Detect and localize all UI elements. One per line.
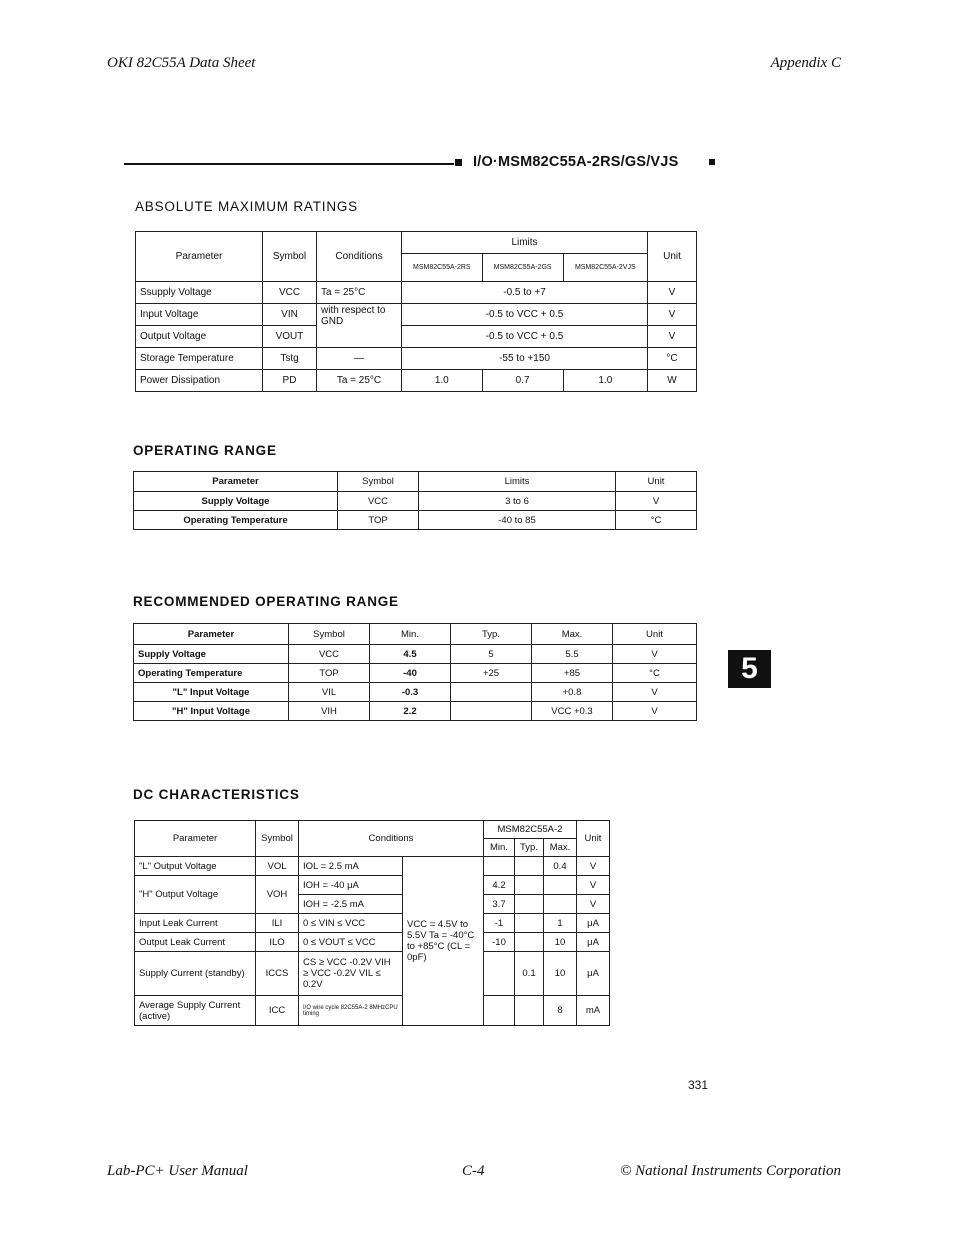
rec-param: Supply Voltage [134,645,289,664]
dc-max: 10 [544,952,577,996]
dc-typ [515,895,544,914]
dc-typ [515,933,544,952]
op-unit: °C [616,511,697,530]
amr-cond: with respect to GND [317,304,402,348]
rec-symbol: VIH [289,702,370,721]
rec-symbol: VIL [289,683,370,702]
rec-h-param: Parameter [134,624,289,645]
amr-symbol: VCC [263,282,317,304]
rec-h-typ: Typ. [451,624,532,645]
amr-symbol: VIN [263,304,317,326]
dc-typ [515,996,544,1026]
dc-param: Supply Current (standby) [135,952,256,996]
dc-cond: IOH = -2.5 mA [299,895,403,914]
amr-symbol: Tstg [263,348,317,370]
section-title-dc: DC CHARACTERISTICS [133,787,300,802]
op-table [133,471,697,530]
dc-max: 8 [544,996,577,1026]
amr-h-sub1: MSM82C55A-2RS [402,254,483,282]
dc-unit: V [577,895,610,914]
dc-symbol: VOL [256,857,299,876]
amr-param: Output Voltage [136,326,263,348]
dc-symbol: ICCS [256,952,299,996]
title-bullet [455,159,462,166]
section-title-op: OPERATING RANGE [133,443,277,458]
amr-limit: -55 to +150 [402,348,648,370]
dc-cond: CS ≥ VCC -0.2V VIH ≥ VCC -0.2V VIL ≤ 0.2V [299,952,403,996]
op-symbol: TOP [338,511,419,530]
amr-unit: °C [648,348,697,370]
amr-cond: Ta = 25°C [317,370,402,392]
rec-min: 4.5 [370,645,451,664]
dc-param: Average Supply Current (active) [135,996,256,1026]
header-right: Appendix C [770,55,841,71]
title-rule [124,163,454,165]
rec-param: Operating Temperature [134,664,289,683]
dc-symbol: ILO [256,933,299,952]
dc-symbol: VOH [256,876,299,914]
rec-min: 2.2 [370,702,451,721]
rec-param: "L" Input Voltage [134,683,289,702]
rec-h-symbol: Symbol [289,624,370,645]
dc-max [544,895,577,914]
dc-typ [515,914,544,933]
amr-unit: V [648,326,697,348]
rec-typ [451,702,532,721]
op-unit: V [616,492,697,511]
dc-cond: 0 ≤ VOUT ≤ VCC [299,933,403,952]
rec-unit: V [613,702,697,721]
dc-max [544,876,577,895]
amr-limit: -0.5 to VCC + 0.5 [402,326,648,348]
dc-typ: 0.1 [515,952,544,996]
dc-min: -1 [484,914,515,933]
dc-param: "H" Output Voltage [135,876,256,914]
dc-h-cond: Conditions [299,821,484,857]
op-h-param: Parameter [134,472,338,492]
footer-left: Lab-PC+ User Manual [107,1163,248,1179]
dc-unit: V [577,857,610,876]
dc-min: 3.7 [484,895,515,914]
dc-unit: mA [577,996,610,1026]
dc-unit: V [577,876,610,895]
op-h-limits: Limits [419,472,616,492]
dc-min: 4.2 [484,876,515,895]
dc-h-typ: Typ. [515,839,544,857]
dc-h-min: Min. [484,839,515,857]
amr-limit-2: 0.7 [482,370,563,392]
rec-symbol: VCC [289,645,370,664]
rec-max: +85 [532,664,613,683]
footer-right: © National Instruments Corporation [619,1163,841,1179]
dc-common-cond: VCC = 4.5V to 5.5V Ta = -40°C to +85°C (CL = 0pF) [403,857,484,1026]
amr-h-limits: Limits [402,232,648,254]
section-title-amr: ABSOLUTE MAXIMUM RATINGS [135,199,358,214]
amr-h-sub2: MSM82C55A-2GS [482,254,563,282]
amr-param: Storage Temperature [136,348,263,370]
rec-table [133,623,697,721]
dc-min [484,857,515,876]
rec-min: -0.3 [370,683,451,702]
page-title: I/O·MSM82C55A-2RS/GS/VJS [473,154,679,170]
dc-symbol: ILI [256,914,299,933]
rec-max: VCC +0.3 [532,702,613,721]
amr-h-param: Parameter [136,232,263,282]
amr-h-symbol: Symbol [263,232,317,282]
op-symbol: VCC [338,492,419,511]
dc-param: Input Leak Current [135,914,256,933]
amr-unit: V [648,304,697,326]
dc-symbol: ICC [256,996,299,1026]
dc-table [134,820,610,1026]
amr-unit: W [648,370,697,392]
amr-h-cond: Conditions [317,232,402,282]
amr-h-unit: Unit [648,232,697,282]
rec-typ: 5 [451,645,532,664]
dc-max: 0.4 [544,857,577,876]
rec-typ [451,683,532,702]
title-bullet [709,159,715,165]
rec-h-max: Max. [532,624,613,645]
amr-cond: Ta = 25°C [317,282,402,304]
rec-max: 5.5 [532,645,613,664]
op-h-symbol: Symbol [338,472,419,492]
dc-unit: μA [577,933,610,952]
rec-max: +0.8 [532,683,613,702]
rec-typ: +25 [451,664,532,683]
amr-symbol: PD [263,370,317,392]
dc-h-symbol: Symbol [256,821,299,857]
dc-cond: IOL = 2.5 mA [299,857,403,876]
amr-h-sub3: MSM82C55A-2VJS [563,254,647,282]
dc-unit: μA [577,914,610,933]
footer-center: C-4 [462,1163,485,1179]
amr-param: Ssupply Voltage [136,282,263,304]
amr-limit-3: 1.0 [563,370,647,392]
page-number: 331 [688,1078,709,1092]
amr-limit-1: 1.0 [402,370,483,392]
rec-unit: V [613,645,697,664]
dc-param: Output Leak Current [135,933,256,952]
dc-param: "L" Output Voltage [135,857,256,876]
dc-max: 1 [544,914,577,933]
dc-h-device: MSM82C55A-2 [484,821,577,839]
rec-h-min: Min. [370,624,451,645]
dc-typ [515,857,544,876]
rec-h-unit: Unit [613,624,697,645]
amr-unit: V [648,282,697,304]
op-limit: -40 to 85 [419,511,616,530]
amr-table [135,231,697,392]
header-left: OKI 82C55A Data Sheet [107,55,256,71]
rec-unit: V [613,683,697,702]
dc-typ [515,876,544,895]
op-param: Supply Voltage [134,492,338,511]
rec-symbol: TOP [289,664,370,683]
amr-limit: -0.5 to VCC + 0.5 [402,304,648,326]
dc-min [484,996,515,1026]
dc-unit: μA [577,952,610,996]
op-param: Operating Temperature [134,511,338,530]
dc-cond: IOH = -40 μA [299,876,403,895]
dc-max: 10 [544,933,577,952]
dc-h-unit: Unit [577,821,610,857]
rec-unit: °C [613,664,697,683]
amr-symbol: VOUT [263,326,317,348]
dc-cond: I/O wire cycle 82C55A-2 8MHzCPU timing [299,996,403,1026]
amr-param: Input Voltage [136,304,263,326]
chapter-tab: 5 [728,650,771,688]
rec-param: "H" Input Voltage [134,702,289,721]
dc-cond: 0 ≤ VIN ≤ VCC [299,914,403,933]
dc-min: -10 [484,933,515,952]
op-limit: 3 to 6 [419,492,616,511]
amr-cond: — [317,348,402,370]
dc-h-max: Max. [544,839,577,857]
dc-h-param: Parameter [135,821,256,857]
dc-min [484,952,515,996]
amr-param: Power Dissipation [136,370,263,392]
rec-min: -40 [370,664,451,683]
amr-limit: -0.5 to +7 [402,282,648,304]
op-h-unit: Unit [616,472,697,492]
section-title-rec: RECOMMENDED OPERATING RANGE [133,594,399,609]
